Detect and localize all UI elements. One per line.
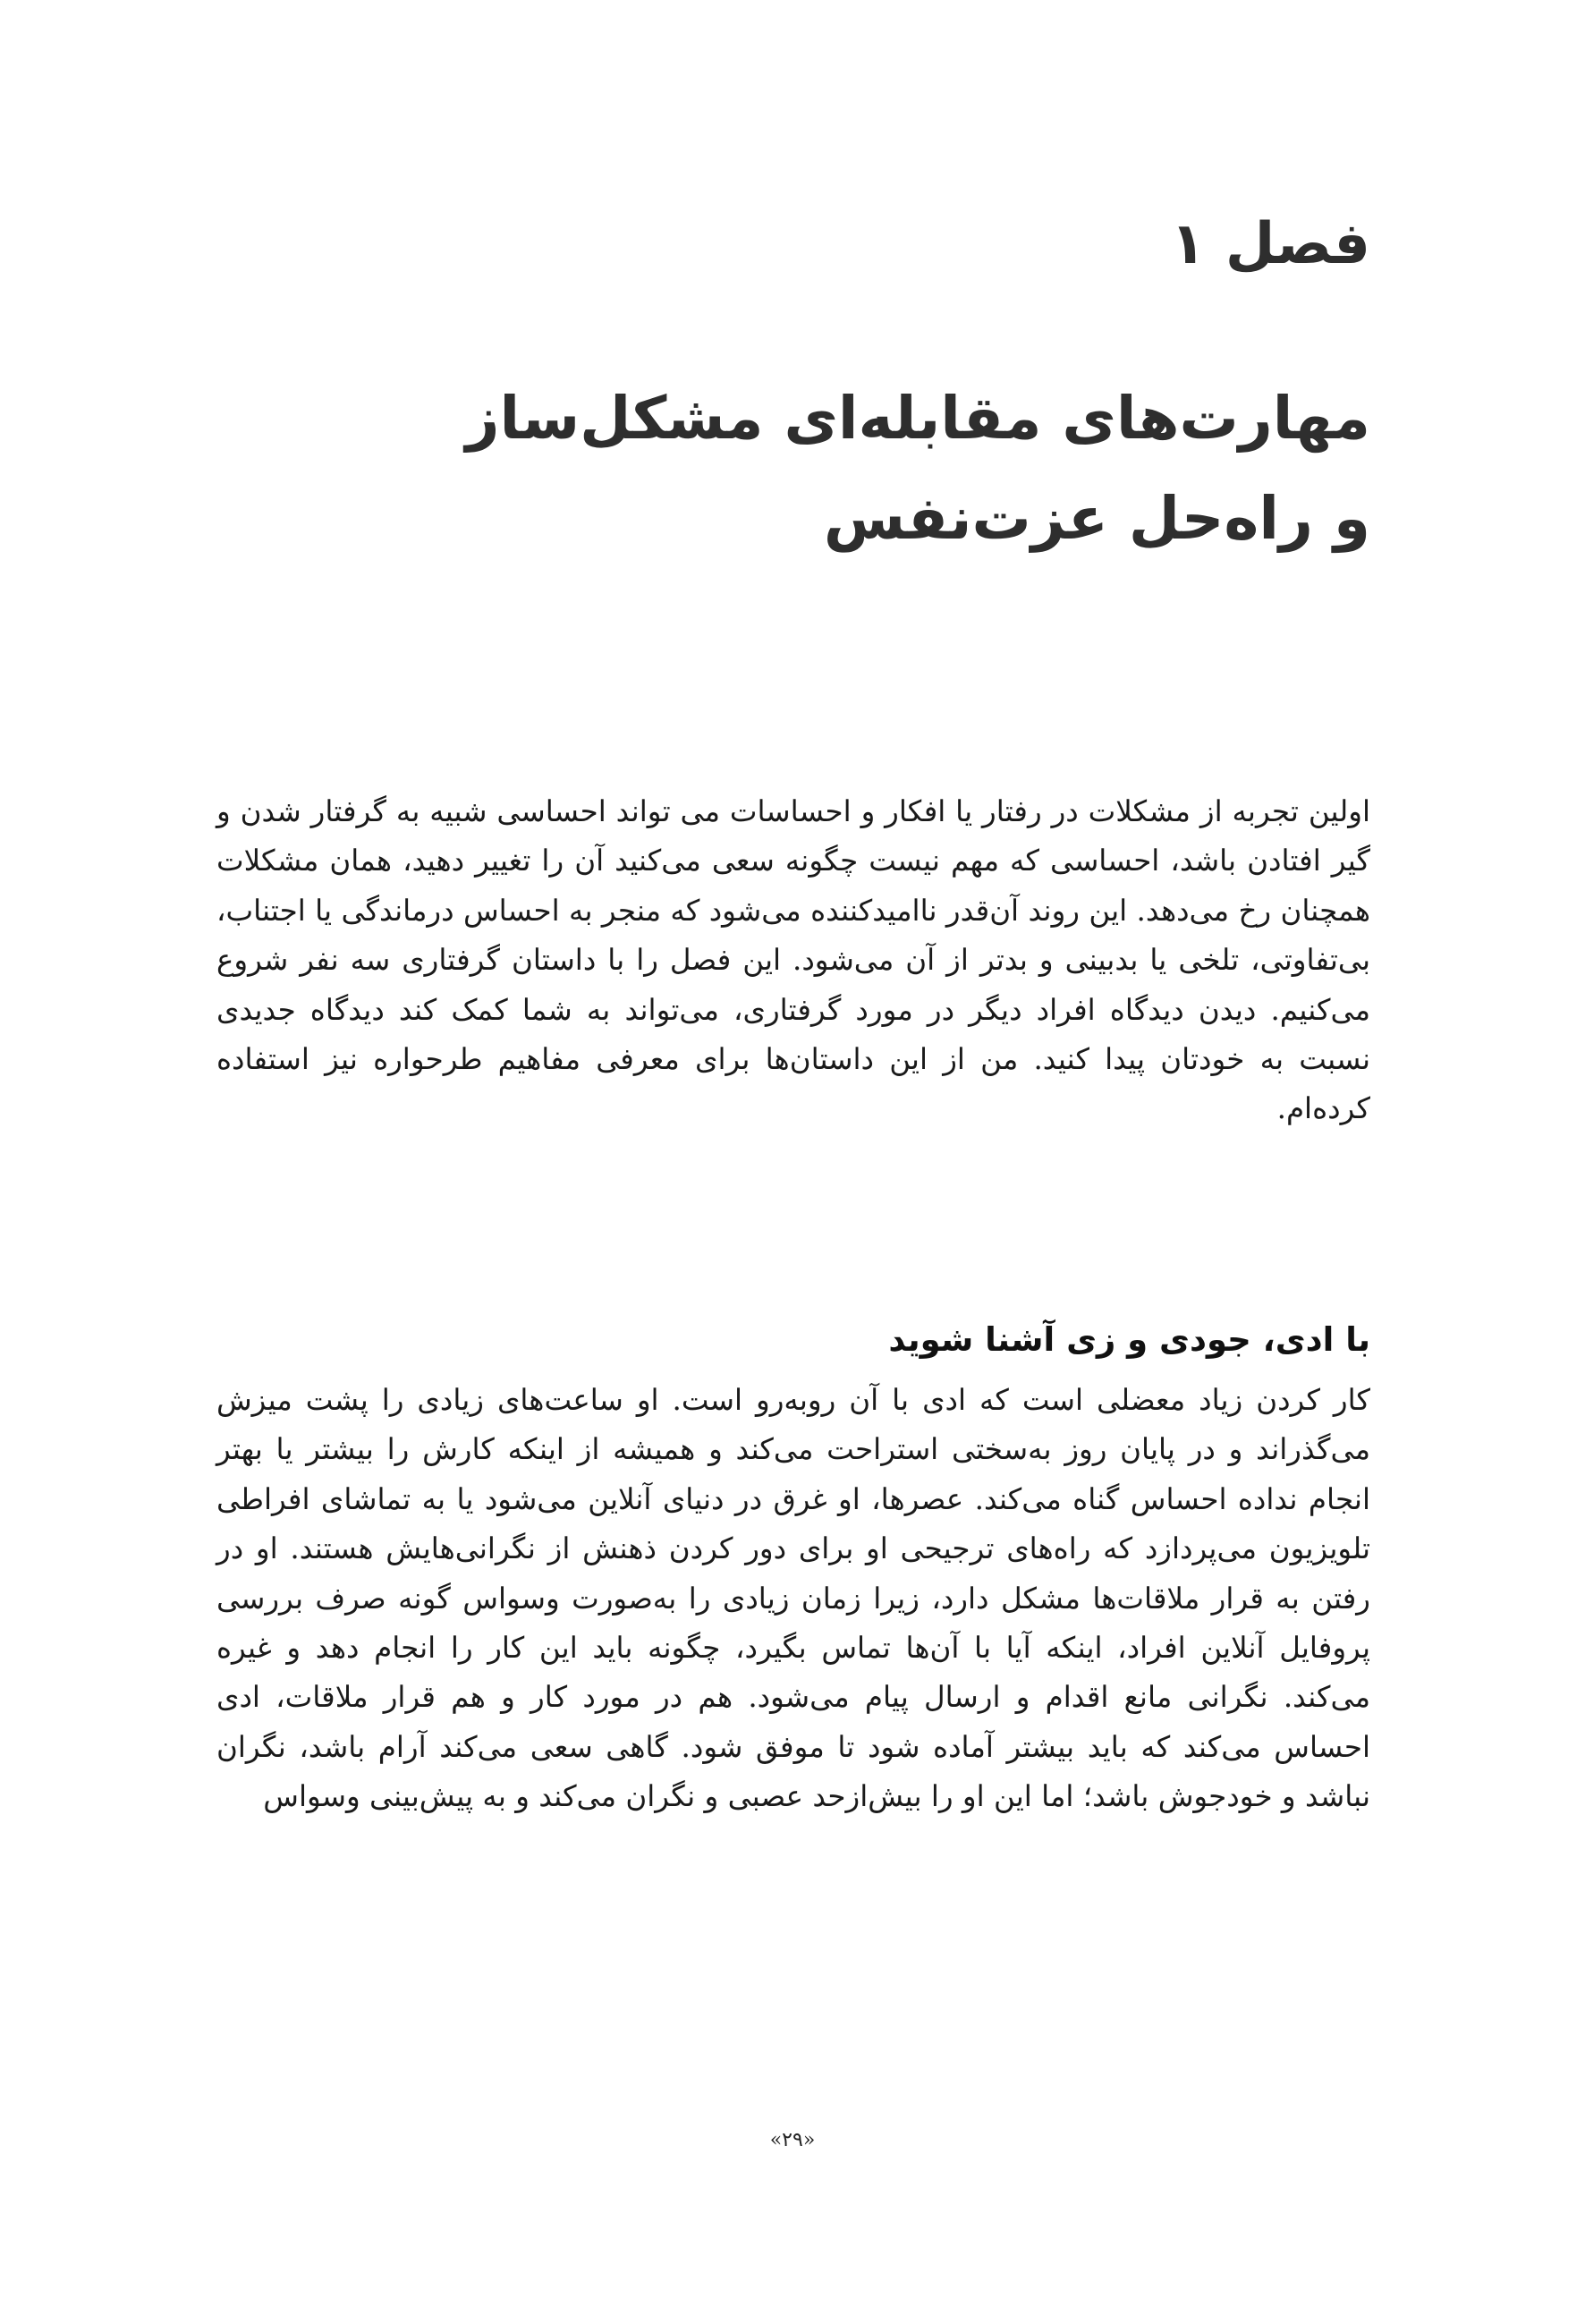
intro-paragraph: اولین تجربه از مشکلات در رفتار یا افکار و احساسات می تواند احساسی شبیه به گرفتار شدن و گیر افتادن باشد، احساسی که مهم نیست چگونه سعی می‌کنید آن را تغییر دهید، همان مشکلات همچنان رخ می‌دهد. این روند آن‌قدر ناامیدکننده می‌شود که منجر به احساس درماندگی یا اجتناب، بی‌تفاوتی، تلخی یا بدبینی و بدتر از آن می‌شود. این فصل را با داستان گرفتاری سه نفر شروع می‌کنیم. دیدن دیدگاه افراد دیگر در مورد گرفتاری، می‌تواند به شما کمک کند دیدگاه جدیدی نسبت به خودتان پیدا کنید. من از این داستان‌ها برای معرفی مفاهیم طرحواره نیز استفاده کرده‌ام. (216, 794, 1370, 1126)
chapter-title-line-2: و راه‌حل عزت‌نفس (823, 484, 1370, 553)
section-heading: با ادی، جودی و زی آشنا شوید (888, 1320, 1370, 1359)
page-number: «۲۹» (769, 2129, 816, 2151)
chapter-title-line-1: مهارت‌های مقابله‌ای مشکل‌ساز (465, 384, 1370, 453)
section-paragraph: کار کردن زیاد معضلی است که ادی با آن روبه‌رو است. او ساعت‌های زیادی را پشت میزش می‌گذراند و در پایان روز به‌سختی استراحت می‌کند و همیشه از اینکه کارش را بیشتر یا بهتر انجام نداده احساس گناه می‌کند. عصرها، او غرق در دنیای آنلاین می‌شود یا به تماشای افراطی تلویزیون می‌پردازد که راه‌های ترجیحی او برای دور کردن ذهنش از نگرانی‌هایش هستند. او در رفتن به قرار ملاقات‌ها مشکل دارد، زیرا زمان زیادی را به‌صورت وسواس گونه صرف بررسی پروفایل آنلاین افراد، اینکه آیا با آن‌ها تماس بگیرد، چگونه باید این کار را انجام دهد و غیره می‌کند. نگرانی مانع اقدام و ارسال پیام می‌شود. هم در مورد کار و هم قرار ملاقات، ادی احساس می‌کند که باید بیشتر آماده شود تا موفق شود. گاهی سعی می‌کند آرام باشد، نگران نباشد و خودجوش باشد؛ اما این او را بیش‌ازحد عصبی و نگران می‌کند و به پیش‌بینی وسواس (216, 1383, 1371, 1814)
chapter-title (386, 369, 1370, 569)
chapter-label: فصل ۱ (1170, 211, 1370, 277)
